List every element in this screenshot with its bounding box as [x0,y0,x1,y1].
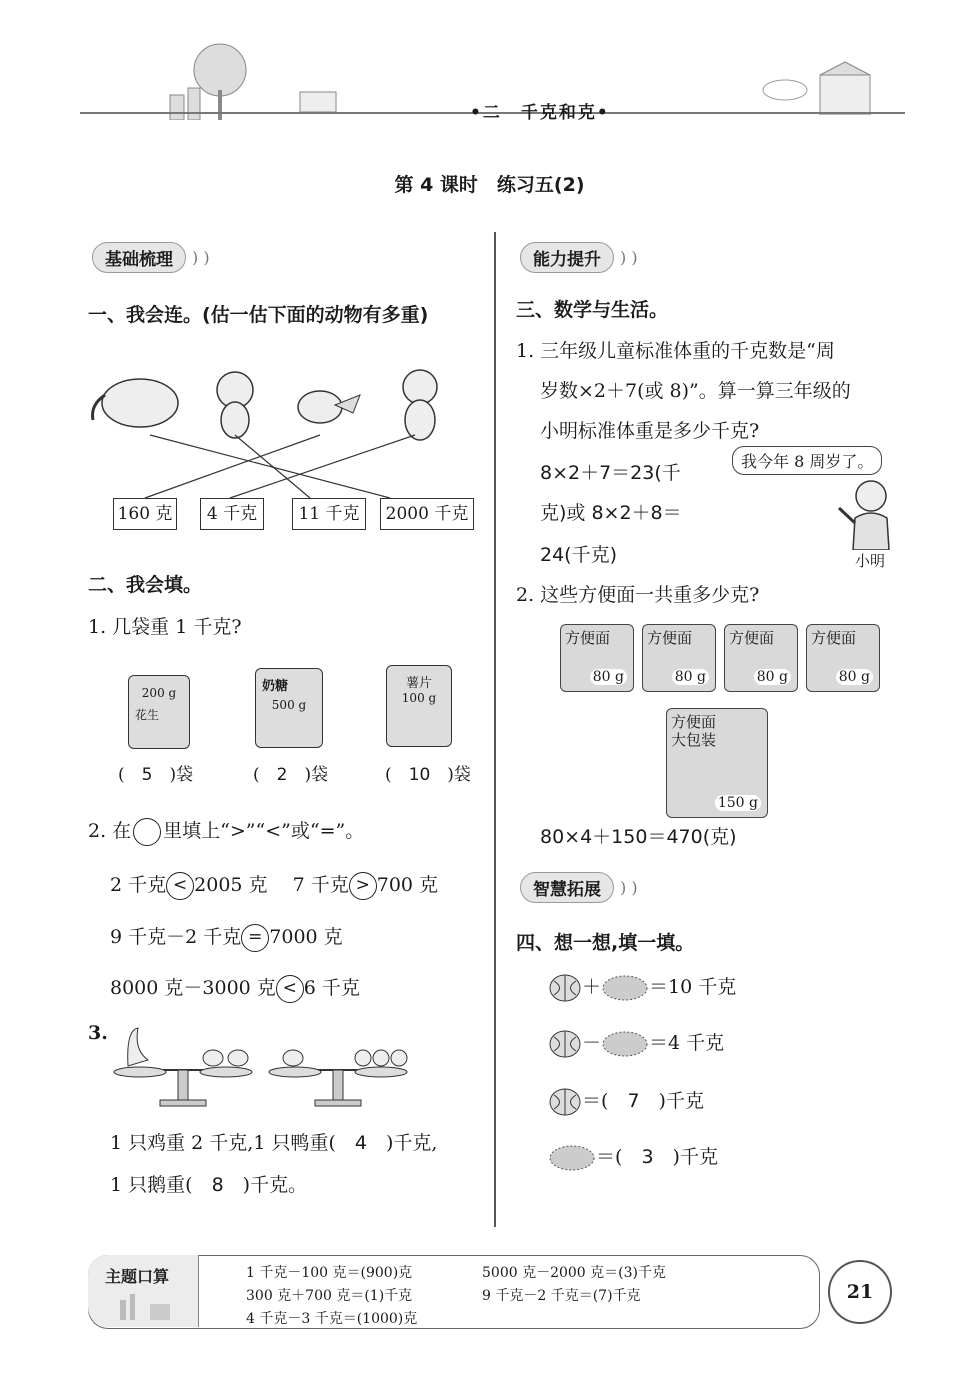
badge-ability: 能力提升 ) ) [520,240,638,274]
watermelon-icon [548,1029,582,1059]
bird-icon [298,391,360,423]
header-illustration-right [760,60,890,115]
chips-bag: 薯片 100 g [386,665,452,747]
watermelon-icon [548,1087,582,1117]
scale-goose-ducks [114,1028,252,1106]
footer-item: 300 克＋700 克＝(1)千克 [246,1288,413,1304]
bag-answer-3: ( 10 )袋 [385,765,471,785]
equation-4: ＝( 3 )千克 [548,1142,718,1173]
option-box: 160 克 [113,498,177,530]
p3-q2-text: 2. 这些方便面一共重多少克? [516,584,760,606]
bag-answer-2: ( 2 )袋 [253,765,329,785]
footer-item: 5000 克－2000 克＝(3)千克 [482,1265,666,1281]
column-divider [494,232,496,1227]
option-box: 4 千克 [200,498,264,530]
durian-icon [601,973,649,1003]
boy-icon [835,478,897,550]
page-number: 21 [828,1260,892,1324]
equation-2: － ＝4 千克 [548,1028,724,1059]
bag-answer-1: ( 5 )袋 [118,765,194,785]
part2-heading: 二、我会填。 [88,574,203,596]
durian-icon [601,1029,649,1059]
durian-icon [548,1143,596,1173]
p3-q1-answer-1: 8×2＋7＝23(千 [540,462,681,484]
watermelon-icon [548,973,582,1003]
monkey-icon [217,372,253,438]
footer-item: 4 千克－3 千克＝(1000)克 [246,1311,418,1327]
header-illustration-left [160,40,360,120]
chapter-title: •二 千克和克• [470,103,610,123]
balance-scales-illustration [108,1020,478,1108]
elephant-icon [93,379,179,427]
footer-tab-label: 主题口算 [105,1267,170,1286]
q3-number: 3. [88,1022,108,1044]
part4-heading: 四、想一想,填一填。 [516,932,695,954]
equation-1: ＋ ＝10 千克 [548,972,736,1003]
lesson-title: 第 4 课时 练习五(2) [394,174,585,196]
badge-basic: 基础梳理 ) ) [92,240,210,274]
compare-row-3: 8000 克－3000 克 < 6 千克 [110,973,360,1003]
option-box: 11 千克 [292,498,366,530]
p3-q1-line3: 小明标准体重是多少千克? [540,420,760,442]
candy-bag: 奶糖 500 g [255,668,323,748]
speech-bubble: 我今年 8 周岁了。 [732,446,882,475]
q3-line1: 1 只鸡重 2 千克,1 只鸭重( 4 )千克, [110,1132,438,1154]
scale-duck-chickens [269,1050,407,1106]
noodle-pack: 方便面 80 g [560,624,634,692]
noodle-pack: 方便面 80 g [642,624,716,692]
noodle-pack: 方便面 80 g [806,624,880,692]
footer-city-icon [100,1290,190,1320]
footer-item: 9 千克－2 千克＝(7)千克 [482,1288,641,1304]
part3-heading: 三、数学与生活。 [516,299,669,321]
p3-q2-answer: 80×4＋150＝470(克) [540,826,737,848]
noodle-big-pack: 方便面 大包装 150 g [666,708,768,818]
badge-wisdom: 智慧拓展 ) ) [520,870,638,904]
option-box: 2000 千克 [380,498,474,530]
q2-text: 2. 在 里填上“>”“<”或“=”。 [88,816,364,846]
p3-q1-answer-2: 克)或 8×2＋8＝ [540,502,682,524]
noodle-pack: 方便面 80 g [724,624,798,692]
p3-q1-answer-3: 24(千克) [540,544,618,566]
p3-q1-line1: 1. 三年级儿童标准体重的千克数是“周 [516,340,835,362]
peanut-bag: 200 g 花生 [128,675,190,749]
compare-row-1: 2 千克 < 2005 克 7 千克 > 700 克 [110,870,438,900]
q1-text: 1. 几袋重 1 千克? [88,616,242,638]
kid-name: 小明 [855,552,886,570]
equation-3: ＝( 7 )千克 [548,1086,704,1117]
matching-lines [85,430,485,502]
compare-row-2: 9 千克－2 千克 = 7000 克 [110,922,343,952]
p3-q1-line2: 岁数×2＋7(或 8)”。算一算三年级的 [540,380,851,402]
footer-item: 1 千克－100 克＝(900)克 [246,1265,413,1281]
part1-heading: 一、我会连。(估一估下面的动物有多重) [88,304,429,326]
q3-line2: 1 只鹅重( 8 )千克。 [110,1174,308,1196]
